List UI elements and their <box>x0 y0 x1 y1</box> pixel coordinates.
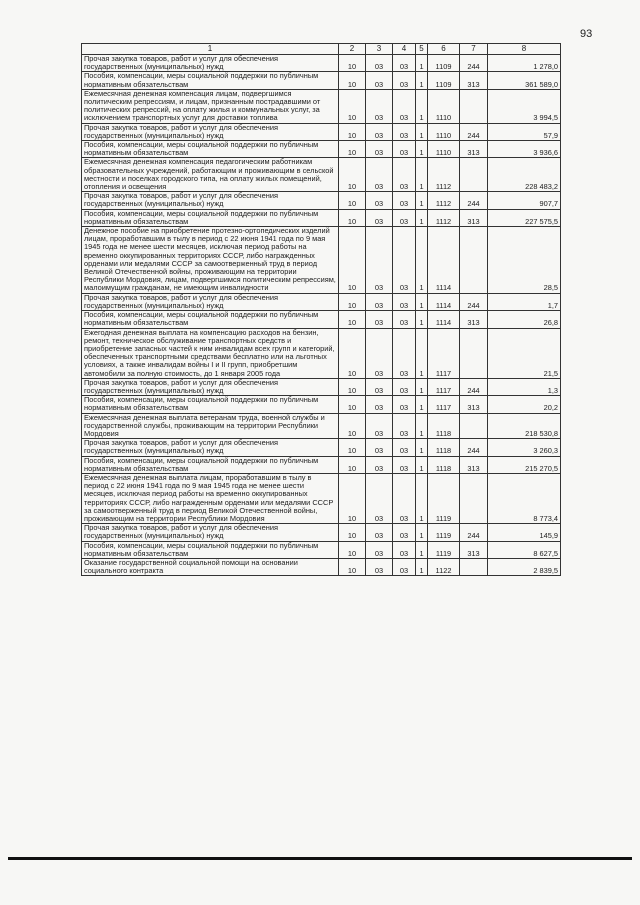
row-name-cell: Прочая закупка товаров, работ и услуг для обеспечения государственных (муниципальных) нужд <box>82 192 339 209</box>
code-cell-6: 1118 <box>428 413 460 439</box>
amount-cell: 228 483,2 <box>488 158 561 192</box>
code-cell-3: 03 <box>366 558 393 575</box>
row-name-cell: Пособия, компенсации, меры социальной поддержки по публичным нормативным обязательствам <box>82 141 339 158</box>
code-cell-3: 03 <box>366 473 393 523</box>
code-cell-3: 03 <box>366 293 393 310</box>
code-cell-5: 1 <box>416 473 428 523</box>
table-row <box>82 378 561 395</box>
code-cell-4: 03 <box>393 558 416 575</box>
header-cell: 1 <box>82 44 339 55</box>
code-cell-4: 03 <box>393 541 416 558</box>
code-cell-2: 10 <box>339 328 366 378</box>
code-cell-5: 1 <box>416 72 428 89</box>
code-cell-4: 03 <box>393 141 416 158</box>
code-cell-6: 1110 <box>428 123 460 140</box>
code-cell-3: 03 <box>366 524 393 541</box>
code-cell-4: 03 <box>393 378 416 395</box>
amount-cell: 145,9 <box>488 524 561 541</box>
table-row <box>82 158 561 192</box>
code-cell-6: 1112 <box>428 158 460 192</box>
amount-cell: 21,5 <box>488 328 561 378</box>
code-cell-5: 1 <box>416 192 428 209</box>
code-cell-7 <box>460 158 488 192</box>
row-name-cell: Пособия, компенсации, меры социальной поддержки по публичным нормативным обязательствам <box>82 72 339 89</box>
header-cell: 8 <box>488 44 561 55</box>
row-name-cell: Ежемесячная денежная выплата лицам, проработавшим в тылу в период с 22 июня 1941 года по 9 мая 1945 года не менее шести месяцев, исключая период работы на временно оккупированных территориях СССР, либо награжденным орденами или медалями СССР за самоотверженный труд в период Великой Отечественной войны, проживающим на территории Республики Мордовия <box>82 473 339 523</box>
amount-cell: 3 936,6 <box>488 141 561 158</box>
table-row <box>82 456 561 473</box>
code-cell-7 <box>460 227 488 294</box>
code-cell-3: 03 <box>366 141 393 158</box>
code-cell-2: 10 <box>339 141 366 158</box>
code-cell-2: 10 <box>339 378 366 395</box>
row-name-cell: Пособия, компенсации, меры социальной поддержки по публичным нормативным обязательствам <box>82 456 339 473</box>
code-cell-3: 03 <box>366 311 393 328</box>
code-cell-5: 1 <box>416 209 428 226</box>
code-cell-4: 03 <box>393 456 416 473</box>
code-cell-2: 10 <box>339 209 366 226</box>
table-row <box>82 413 561 439</box>
code-cell-3: 03 <box>366 209 393 226</box>
code-cell-4: 03 <box>393 311 416 328</box>
amount-cell: 8 773,4 <box>488 473 561 523</box>
code-cell-2: 10 <box>339 55 366 72</box>
code-cell-4: 03 <box>393 439 416 456</box>
row-name-cell: Прочая закупка товаров, работ и услуг для обеспечения государственных (муниципальных) нужд <box>82 378 339 395</box>
code-cell-4: 03 <box>393 72 416 89</box>
code-cell-3: 03 <box>366 378 393 395</box>
code-cell-3: 03 <box>366 328 393 378</box>
code-cell-6: 1110 <box>428 89 460 123</box>
code-cell-6: 1118 <box>428 439 460 456</box>
table-row <box>82 123 561 140</box>
code-cell-4: 03 <box>393 473 416 523</box>
code-cell-5: 1 <box>416 378 428 395</box>
code-cell-3: 03 <box>366 439 393 456</box>
code-cell-6: 1114 <box>428 227 460 294</box>
code-cell-2: 10 <box>339 396 366 413</box>
row-name-cell: Ежегодная денежная выплата на компенсацию расходов на бензин, ремонт, техническое обслуживание транспортных средств и приобретение запасных частей к ним инвалидам всех групп и категорий, обеспеченных транспортными средствами бесплатно или на льготных условиях, а также инвалидам войны I и II групп, приобретшим автомобили за полную стоимость, до 1 января 2005 года <box>82 328 339 378</box>
table-row <box>82 328 561 378</box>
code-cell-6: 1110 <box>428 141 460 158</box>
row-name-cell: Пособия, компенсации, меры социальной поддержки по публичным нормативным обязательствам <box>82 541 339 558</box>
amount-cell: 28,5 <box>488 227 561 294</box>
code-cell-6: 1117 <box>428 396 460 413</box>
amount-cell: 8 627,5 <box>488 541 561 558</box>
code-cell-5: 1 <box>416 524 428 541</box>
table-row <box>82 141 561 158</box>
code-cell-2: 10 <box>339 227 366 294</box>
code-cell-5: 1 <box>416 558 428 575</box>
table-row <box>82 558 561 575</box>
code-cell-2: 10 <box>339 311 366 328</box>
code-cell-3: 03 <box>366 456 393 473</box>
amount-cell: 218 530,8 <box>488 413 561 439</box>
code-cell-4: 03 <box>393 413 416 439</box>
code-cell-2: 10 <box>339 72 366 89</box>
code-cell-2: 10 <box>339 524 366 541</box>
code-cell-4: 03 <box>393 293 416 310</box>
code-cell-6: 1117 <box>428 378 460 395</box>
code-cell-6: 1114 <box>428 293 460 310</box>
code-cell-7: 313 <box>460 311 488 328</box>
amount-cell: 1,7 <box>488 293 561 310</box>
row-name-cell: Прочая закупка товаров, работ и услуг для обеспечения государственных (муниципальных) нужд <box>82 439 339 456</box>
budget-table <box>81 43 561 576</box>
table-row <box>82 72 561 89</box>
code-cell-7 <box>460 89 488 123</box>
header-cell: 6 <box>428 44 460 55</box>
code-cell-4: 03 <box>393 328 416 378</box>
table-row <box>82 55 561 72</box>
row-name-cell: Ежемесячная денежная компенсация лицам, подвергшимся политическим репрессиям, и лицам, признанным пострадавшими от политических репрессий, на оплату жилья и коммунальных услуг, за исключением транспортных услуг для доставки топлива <box>82 89 339 123</box>
table-row <box>82 311 561 328</box>
amount-cell: 3 260,3 <box>488 439 561 456</box>
code-cell-6: 1119 <box>428 541 460 558</box>
code-cell-3: 03 <box>366 396 393 413</box>
code-cell-5: 1 <box>416 541 428 558</box>
code-cell-5: 1 <box>416 293 428 310</box>
table-row <box>82 227 561 294</box>
code-cell-4: 03 <box>393 89 416 123</box>
code-cell-2: 10 <box>339 456 366 473</box>
code-cell-5: 1 <box>416 158 428 192</box>
code-cell-7: 244 <box>460 524 488 541</box>
row-name-cell: Пособия, компенсации, меры социальной поддержки по публичным нормативным обязательствам <box>82 396 339 413</box>
code-cell-4: 03 <box>393 227 416 294</box>
code-cell-7 <box>460 473 488 523</box>
header-cell: 3 <box>366 44 393 55</box>
row-name-cell: Пособия, компенсации, меры социальной поддержки по публичным нормативным обязательствам <box>82 209 339 226</box>
row-name-cell: Прочая закупка товаров, работ и услуг для обеспечения государственных (муниципальных) нужд <box>82 123 339 140</box>
code-cell-5: 1 <box>416 396 428 413</box>
code-cell-5: 1 <box>416 55 428 72</box>
code-cell-3: 03 <box>366 413 393 439</box>
header-cell: 5 <box>416 44 428 55</box>
code-cell-3: 03 <box>366 541 393 558</box>
code-cell-4: 03 <box>393 123 416 140</box>
amount-cell: 907,7 <box>488 192 561 209</box>
code-cell-7: 244 <box>460 55 488 72</box>
amount-cell: 3 994,5 <box>488 89 561 123</box>
code-cell-6: 1117 <box>428 328 460 378</box>
code-cell-4: 03 <box>393 209 416 226</box>
code-cell-4: 03 <box>393 158 416 192</box>
code-cell-7 <box>460 413 488 439</box>
table-row <box>82 396 561 413</box>
code-cell-2: 10 <box>339 413 366 439</box>
code-cell-5: 1 <box>416 123 428 140</box>
row-name-cell: Ежемесячная денежная выплата ветеранам труда, военной службы и государственной службы, проживающим на территории Республики Мордовия <box>82 413 339 439</box>
header-cell: 7 <box>460 44 488 55</box>
page-number: 93 <box>580 28 593 40</box>
code-cell-2: 10 <box>339 123 366 140</box>
code-cell-7: 313 <box>460 541 488 558</box>
table-row <box>82 293 561 310</box>
row-name-cell: Прочая закупка товаров, работ и услуг для обеспечения государственных (муниципальных) нужд <box>82 524 339 541</box>
code-cell-5: 1 <box>416 141 428 158</box>
code-cell-2: 10 <box>339 89 366 123</box>
code-cell-3: 03 <box>366 227 393 294</box>
row-name-cell: Прочая закупка товаров, работ и услуг для обеспечения государственных (муниципальных) нужд <box>82 293 339 310</box>
code-cell-5: 1 <box>416 89 428 123</box>
code-cell-7: 313 <box>460 209 488 226</box>
code-cell-6: 1122 <box>428 558 460 575</box>
code-cell-7: 244 <box>460 378 488 395</box>
code-cell-7: 313 <box>460 456 488 473</box>
code-cell-7: 313 <box>460 72 488 89</box>
code-cell-3: 03 <box>366 123 393 140</box>
code-cell-4: 03 <box>393 192 416 209</box>
code-cell-6: 1118 <box>428 456 460 473</box>
code-cell-2: 10 <box>339 158 366 192</box>
code-cell-7: 244 <box>460 123 488 140</box>
code-cell-2: 10 <box>339 473 366 523</box>
amount-cell: 2 839,5 <box>488 558 561 575</box>
code-cell-5: 1 <box>416 311 428 328</box>
code-cell-7: 244 <box>460 293 488 310</box>
table-row <box>82 524 561 541</box>
code-cell-6: 1119 <box>428 473 460 523</box>
amount-cell: 361 589,0 <box>488 72 561 89</box>
table-row <box>82 439 561 456</box>
header-cell: 4 <box>393 44 416 55</box>
bottom-rule <box>8 857 632 860</box>
code-cell-5: 1 <box>416 328 428 378</box>
code-cell-3: 03 <box>366 158 393 192</box>
code-cell-2: 10 <box>339 558 366 575</box>
code-cell-3: 03 <box>366 89 393 123</box>
code-cell-7: 244 <box>460 439 488 456</box>
code-cell-6: 1119 <box>428 524 460 541</box>
row-name-cell: Оказание государственной социальной помощи на основании социального контракта <box>82 558 339 575</box>
amount-cell: 1 278,0 <box>488 55 561 72</box>
code-cell-4: 03 <box>393 524 416 541</box>
code-cell-7 <box>460 328 488 378</box>
code-cell-5: 1 <box>416 413 428 439</box>
row-name-cell: Денежное пособие на приобретение протезно-ортопедических изделий лицам, проработавшим в тылу в период с 22 июня 1941 года по 9 мая 1945 года не менее шести месяцев, исключая период работы на временно оккупированных территориях СССР, либо награжденных орденами или медалями СССР за самоотверженный труд в период Великой Отечественной войны, проживающим на территории Республики Мордовия, лицам, подвергшимся политическим репрессиям, малоимущим гражданам, не имеющим инвалидности <box>82 227 339 294</box>
code-cell-5: 1 <box>416 456 428 473</box>
code-cell-6: 1112 <box>428 192 460 209</box>
table-row <box>82 473 561 523</box>
code-cell-5: 1 <box>416 227 428 294</box>
code-cell-2: 10 <box>339 439 366 456</box>
code-cell-3: 03 <box>366 72 393 89</box>
code-cell-4: 03 <box>393 396 416 413</box>
code-cell-6: 1114 <box>428 311 460 328</box>
table-row <box>82 209 561 226</box>
code-cell-7: 313 <box>460 396 488 413</box>
row-name-cell: Пособия, компенсации, меры социальной поддержки по публичным нормативным обязательствам <box>82 311 339 328</box>
amount-cell: 227 575,5 <box>488 209 561 226</box>
code-cell-6: 1109 <box>428 72 460 89</box>
code-cell-2: 10 <box>339 541 366 558</box>
code-cell-7: 313 <box>460 141 488 158</box>
code-cell-2: 10 <box>339 293 366 310</box>
code-cell-3: 03 <box>366 192 393 209</box>
row-name-cell: Ежемесячная денежная компенсация педагогическим работникам образовательных учреждений, работающим и проживающим в сельской местности и поселках городского типа, на оплату жилых помещений, отопления и освещения <box>82 158 339 192</box>
header-cell: 2 <box>339 44 366 55</box>
code-cell-6: 1112 <box>428 209 460 226</box>
row-name-cell: Прочая закупка товаров, работ и услуг для обеспечения государственных (муниципальных) нужд <box>82 55 339 72</box>
amount-cell: 57,9 <box>488 123 561 140</box>
table-row <box>82 192 561 209</box>
amount-cell: 215 270,5 <box>488 456 561 473</box>
code-cell-6: 1109 <box>428 55 460 72</box>
code-cell-3: 03 <box>366 55 393 72</box>
table-row <box>82 541 561 558</box>
amount-cell: 20,2 <box>488 396 561 413</box>
code-cell-4: 03 <box>393 55 416 72</box>
code-cell-7 <box>460 558 488 575</box>
amount-cell: 1,3 <box>488 378 561 395</box>
header-row <box>82 44 561 55</box>
code-cell-5: 1 <box>416 439 428 456</box>
code-cell-2: 10 <box>339 192 366 209</box>
table-row <box>82 89 561 123</box>
amount-cell: 26,8 <box>488 311 561 328</box>
code-cell-7: 244 <box>460 192 488 209</box>
